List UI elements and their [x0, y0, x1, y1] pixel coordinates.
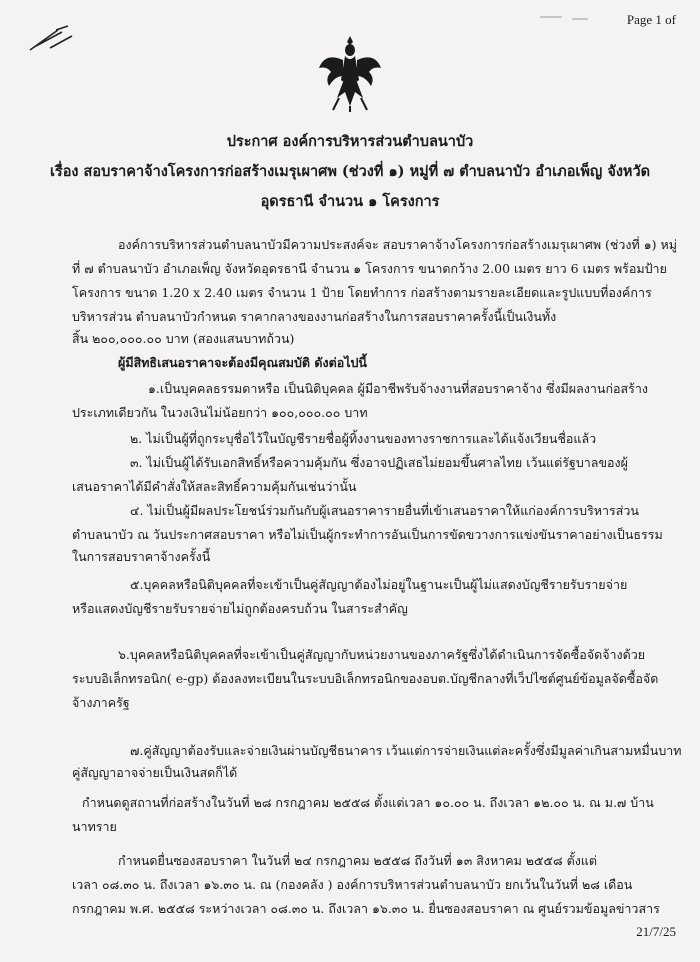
intro-line-4: บริหารส่วน ตำบลนาบัวกำหนด ราคากลางของงานก่อสร้างในการสอบราคาครั้งนี้เป็นเงินทั้ง: [72, 309, 557, 324]
qualification-6-line-1: ๖.บุคคลหรือนิติบุคคลที่จะเข้าเป็นคู่สัญญากับหน่วยงานของภาครัฐซึ่งได้ดำเนินการจัดซื้อจัดจ้างด้วย: [118, 647, 646, 662]
garuda-emblem: [315, 32, 385, 114]
subject-title-line-2: อุดรธานี จำนวน ๑ โครงการ: [260, 193, 440, 210]
page-number: Page 1 of: [626, 12, 676, 27]
submission-line-3: กรกฎาคม พ.ศ. ๒๕๕๘ ระหว่างเวลา ๐๘.๓๐ น. ถึงเวลา ๑๖.๓๐ น. ยื่นซองสอบราคา ณ ศูนย์รวมข้อมูลข่าวสาร: [72, 901, 660, 916]
scan-speck: [572, 18, 588, 20]
qualification-7-line-2: คู่สัญญาอาจจ่ายเป็นเงินสดก็ได้: [72, 765, 238, 780]
handwritten-date: 21/7/25: [636, 924, 676, 939]
qualification-1-line-2: ประเภทเดียวกัน ในวงเงินไม่น้อยกว่า ๑๐๐,๐๐๐.๐๐ บาท: [72, 405, 368, 420]
intro-line-5: สิ้น ๒๐๐,๐๐๐.๐๐ บาท (สองแสนบาทถ้วน): [72, 331, 295, 346]
qualification-4-line-2: ตำบลนาบัว ณ วันประกาศสอบราคา หรือไม่เป็นผู้กระทำการอันเป็นการขัดขวางการแข่งขันราคาอย่างเป็นธรรม: [72, 527, 663, 542]
qualification-7-line-1: ๗.คู่สัญญาต้องรับและจ่ายเงินผ่านบัญชีธนาคาร เว้นแต่การจ่ายเงินแต่ละครั้งซึ่งมีมูลค่าเกินสามหมื่นบาท: [130, 743, 682, 758]
qualification-5-line-2: หรือแสดงบัญชีรายรับรายจ่ายไม่ถูกต้องครบถ้วน ในสาระสำคัญ: [72, 601, 408, 616]
qualification-3-line-2: เสนอราคาได้มีคำสั่งให้สละสิทธิ์ความคุ้มกันเช่นว่านั้น: [72, 479, 357, 494]
qualification-4-line-1: ๔. ไม่เป็นผู้มีผลประโยชน์ร่วมกันกับผู้เสนอราคารายอื่นที่เข้าเสนอราคาให้แก่องค์การบริหารส่วน: [130, 503, 639, 518]
pen-scribble-mark: [28, 24, 76, 54]
subject-title-line-1: เรื่อง สอบราคาจ้างโครงการก่อสร้างเมรุเผาศพ (ช่วงที่ ๑) หมู่ที่ ๗ ตำบลนาบัว อำเภอเพ็ญ จังหวัด: [49, 163, 651, 180]
scan-speck: [540, 16, 562, 18]
intro-line-3: โครงการ ขนาด 1.20 x 2.40 เมตร จำนวน 1 ป้าย โดยทำการ ก่อสร้างตามรายละเอียดและรูปแบบที่องค์การ: [72, 285, 652, 300]
qualification-2: ๒. ไม่เป็นผู้ที่ถูกระบุชื่อไว้ในบัญชีรายชื่อผู้ทิ้งงานของทางราชการและได้แจ้งเวียนชื่อแล้ว: [130, 431, 597, 446]
submission-line-1: กำหนดยื่นซองสอบราคา ในวันที่ ๒๔ กรกฎาคม ๒๕๕๘ ถึงวันที่ ๑๓ สิงหาคม ๒๕๕๘ ตั้งแต่: [118, 853, 597, 868]
announcement-title: ประกาศ องค์การบริหารส่วนตำบลนาบัว: [226, 133, 474, 150]
qualification-heading: ผู้มีสิทธิเสนอราคาจะต้องมีคุณสมบัติ ดังต่อไปนี้: [118, 355, 367, 370]
qualification-6-line-2: ระบบอิเล็กทรอนิก( e-gp) ต้องลงทะเบียนในระบบอิเล็กทรอนิกของอบต.บัญชีกลางที่เว็ปไซต์ศูนย์ข้อมูลจัดซื้อจัด: [72, 671, 659, 686]
qualification-3-line-1: ๓. ไม่เป็นผู้ได้รับเอกสิทธิ์หรือความคุ้มกัน ซึ่งอาจปฏิเสธไม่ยอมขึ้นศาลไทย เว้นแต่รัฐบาลของผู้: [130, 455, 628, 470]
submission-line-2: เวลา ๐๘.๓๐ น. ถึงเวลา ๑๖.๓๐ น. ณ (กองคลัง ) องค์การบริหารส่วนตำบลนาบัว ยกเว้นในวันที่ ๒๘ เดือน: [72, 877, 633, 892]
qualification-4-line-3: ในการสอบราคาจ้างครั้งนี้: [72, 549, 211, 564]
qualification-5-line-1: ๕.บุคคลหรือนิติบุคคลที่จะเข้าเป็นคู่สัญญาต้องไม่อยู่ในฐานะเป็นผู้ไม่แสดงบัญชีรายรับรายจ่าย: [130, 577, 628, 592]
qualification-6-line-3: จ้างภาครัฐ: [72, 695, 130, 710]
site-visit-line-2: นาทราย: [72, 819, 117, 834]
qualification-1-line-1: ๑.เป็นบุคคลธรรมดาหรือ เป็นนิติบุคคล ผู้มีอาชีพรับจ้างงานที่สอบราคาจ้าง ซึ่งมีผลงานก่อสร้าง: [148, 381, 648, 396]
intro-line-1: องค์การบริหารส่วนตำบลนาบัวมีความประสงค์จะ สอบราคาจ้างโครงการก่อสร้างเมรุเผาศพ (ช่วงที่ ๑) หมู่: [118, 237, 678, 252]
intro-line-2: ที่ ๗ ตำบลนาบัว อำเภอเพ็ญ จังหวัดอุดรธานี จำนวน ๑ โครงการ ขนาดกว้าง 2.00 เมตร ยาว 6 เมตร พร้อมป้าย: [72, 261, 667, 276]
site-visit-line-1: กำหนดดูสถานที่ก่อสร้างในวันที่ ๒๘ กรกฎาคม ๒๕๕๘ ตั้งแต่เวลา ๑๐.๐๐ น. ถึงเวลา ๑๒.๐๐ น. ณ ม.๗ บ้าน: [82, 795, 654, 810]
